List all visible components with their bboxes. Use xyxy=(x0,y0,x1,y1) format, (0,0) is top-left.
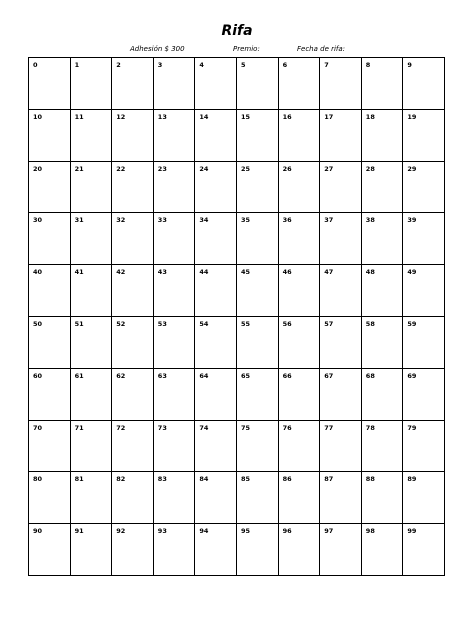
raffle-cell-number: 15 xyxy=(240,112,251,121)
raffle-cell[interactable] xyxy=(154,265,196,317)
raffle-cell[interactable] xyxy=(29,213,71,265)
raffle-cell[interactable] xyxy=(154,317,196,369)
raffle-cell-number: 75 xyxy=(240,423,251,432)
raffle-cell-number: 95 xyxy=(240,527,251,536)
raffle-cell-number: 41 xyxy=(74,268,84,277)
raffle-cell-number: 50 xyxy=(33,319,43,328)
raffle-cell-number: 43 xyxy=(157,268,167,277)
raffle-cell-number: 17 xyxy=(324,112,334,121)
raffle-cell-number: 29 xyxy=(407,164,417,173)
raffle-cell[interactable] xyxy=(237,110,279,162)
raffle-cell[interactable] xyxy=(279,162,321,214)
raffle-cell-number: 99 xyxy=(407,527,417,536)
raffle-cell-number: 55 xyxy=(240,319,251,328)
raffle-cell[interactable] xyxy=(320,421,362,473)
raffle-cell[interactable] xyxy=(154,524,196,576)
raffle-cell[interactable] xyxy=(195,369,237,421)
raffle-cell[interactable] xyxy=(154,58,196,110)
adhesion-label: Adhesión $ 300 xyxy=(130,45,185,53)
raffle-cell[interactable] xyxy=(71,265,113,317)
raffle-cell-number: 23 xyxy=(157,164,167,173)
raffle-cell[interactable] xyxy=(71,472,113,524)
raffle-cell[interactable] xyxy=(71,421,113,473)
raffle-cell-number: 40 xyxy=(33,268,43,277)
raffle-cell[interactable] xyxy=(71,317,113,369)
raffle-cell-number: 26 xyxy=(282,164,292,173)
raffle-cell-number: 59 xyxy=(407,319,417,328)
raffle-cell[interactable] xyxy=(320,265,362,317)
raffle-cell-number: 7 xyxy=(324,61,329,69)
raffle-cell[interactable] xyxy=(29,110,71,162)
raffle-cell-number: 78 xyxy=(365,423,375,432)
raffle-cell[interactable] xyxy=(71,213,113,265)
raffle-cell-number: 36 xyxy=(282,216,292,225)
raffle-cell[interactable] xyxy=(29,162,71,214)
raffle-cell-number: 71 xyxy=(74,423,84,432)
raffle-cell[interactable] xyxy=(71,110,113,162)
raffle-cell-number: 10 xyxy=(33,112,43,121)
raffle-cell-number: 97 xyxy=(324,527,334,536)
raffle-cell[interactable] xyxy=(195,110,237,162)
raffle-cell[interactable] xyxy=(403,213,445,265)
raffle-cell-number: 45 xyxy=(240,268,251,277)
raffle-cell[interactable] xyxy=(279,110,321,162)
raffle-cell-number: 87 xyxy=(324,475,334,484)
raffle-cell-number: 48 xyxy=(365,268,375,277)
raffle-cell[interactable] xyxy=(29,524,71,576)
raffle-cell[interactable] xyxy=(237,213,279,265)
raffle-cell[interactable] xyxy=(279,213,321,265)
raffle-cell[interactable] xyxy=(362,369,404,421)
raffle-cell[interactable] xyxy=(112,213,154,265)
raffle-cell-number: 25 xyxy=(240,164,251,173)
raffle-cell[interactable] xyxy=(279,369,321,421)
raffle-cell[interactable] xyxy=(237,265,279,317)
raffle-cell[interactable] xyxy=(403,162,445,214)
raffle-cell-number: 51 xyxy=(74,319,84,328)
raffle-cell-number: 63 xyxy=(157,371,167,380)
raffle-cell-number: 96 xyxy=(282,527,292,536)
raffle-cell-number: 91 xyxy=(74,527,84,536)
raffle-cell-number: 38 xyxy=(365,216,375,225)
raffle-cell[interactable] xyxy=(320,317,362,369)
raffle-cell[interactable] xyxy=(320,110,362,162)
raffle-cell[interactable] xyxy=(403,524,445,576)
raffle-cell[interactable] xyxy=(320,524,362,576)
raffle-cell[interactable] xyxy=(112,421,154,473)
raffle-cell-number: 20 xyxy=(33,164,43,173)
raffle-cell[interactable] xyxy=(195,524,237,576)
raffle-cell-number: 13 xyxy=(157,112,167,121)
raffle-cell-number: 67 xyxy=(324,371,334,380)
raffle-cell[interactable] xyxy=(154,369,196,421)
raffle-cell-number: 77 xyxy=(324,423,334,432)
raffle-cell-number: 53 xyxy=(157,319,167,328)
raffle-cell-number: 81 xyxy=(74,475,84,484)
raffle-cell-number: 79 xyxy=(407,423,417,432)
raffle-cell[interactable] xyxy=(112,317,154,369)
raffle-cell[interactable] xyxy=(29,472,71,524)
raffle-cell[interactable] xyxy=(362,524,404,576)
raffle-cell[interactable] xyxy=(362,213,404,265)
raffle-cell[interactable] xyxy=(154,472,196,524)
raffle-cell-number: 8 xyxy=(365,61,371,69)
raffle-cell-number: 92 xyxy=(116,527,126,536)
raffle-cell-number: 31 xyxy=(74,216,84,225)
raffle-cell-number: 9 xyxy=(407,61,412,69)
raffle-cell-number: 62 xyxy=(116,371,126,380)
raffle-cell-number: 84 xyxy=(199,475,209,484)
raffle-cell[interactable] xyxy=(237,421,279,473)
raffle-cell[interactable] xyxy=(29,265,71,317)
raffle-cell-number: 90 xyxy=(33,527,43,536)
raffle-cell[interactable] xyxy=(112,369,154,421)
raffle-cell[interactable] xyxy=(112,162,154,214)
raffle-cell-number: 42 xyxy=(116,268,126,277)
raffle-cell[interactable] xyxy=(154,213,196,265)
raffle-cell-number: 73 xyxy=(157,423,167,432)
raffle-cell-number: 19 xyxy=(407,112,417,121)
raffle-cell[interactable] xyxy=(362,58,404,110)
raffle-cell-number: 82 xyxy=(116,475,126,484)
raffle-cell[interactable] xyxy=(195,58,237,110)
raffle-cell[interactable] xyxy=(112,472,154,524)
raffle-cell-number: 12 xyxy=(116,112,126,121)
raffle-cell[interactable] xyxy=(112,524,154,576)
raffle-cell[interactable] xyxy=(362,421,404,473)
raffle-cell[interactable] xyxy=(403,265,445,317)
raffle-cell-number: 83 xyxy=(157,475,167,484)
raffle-grid xyxy=(28,57,445,576)
raffle-cell[interactable] xyxy=(237,162,279,214)
raffle-cell[interactable] xyxy=(320,58,362,110)
raffle-cell[interactable] xyxy=(403,58,445,110)
raffle-cell[interactable] xyxy=(237,369,279,421)
raffle-cell[interactable] xyxy=(403,110,445,162)
raffle-cell[interactable] xyxy=(195,472,237,524)
raffle-cell[interactable] xyxy=(362,265,404,317)
raffle-cell[interactable] xyxy=(362,110,404,162)
raffle-cell[interactable] xyxy=(29,317,71,369)
raffle-cell[interactable] xyxy=(279,317,321,369)
raffle-cell-number: 39 xyxy=(407,216,417,225)
raffle-cell-number: 37 xyxy=(324,216,334,225)
raffle-cell-number: 69 xyxy=(407,371,417,380)
raffle-cell[interactable] xyxy=(195,317,237,369)
raffle-cell-number: 70 xyxy=(33,423,43,432)
raffle-cell[interactable] xyxy=(403,317,445,369)
raffle-cell-number: 1 xyxy=(74,61,80,69)
raffle-cell-number: 14 xyxy=(199,112,209,121)
raffle-cell-number: 85 xyxy=(240,475,251,484)
page-title: Rifa xyxy=(221,23,253,39)
raffle-cell-number: 93 xyxy=(157,527,167,536)
raffle-cell[interactable] xyxy=(154,421,196,473)
raffle-cell[interactable] xyxy=(154,162,196,214)
raffle-cell-number: 64 xyxy=(199,371,209,380)
raffle-cell[interactable] xyxy=(71,58,113,110)
raffle-cell[interactable] xyxy=(237,317,279,369)
raffle-cell-number: 74 xyxy=(199,423,209,432)
raffle-cell-number: 49 xyxy=(407,268,417,277)
raffle-cell-number: 80 xyxy=(33,475,43,484)
raffle-cell-number: 4 xyxy=(199,61,204,69)
raffle-cell-number: 58 xyxy=(365,319,375,328)
raffle-cell-number: 24 xyxy=(199,164,209,173)
raffle-cell-number: 28 xyxy=(365,164,375,173)
raffle-cell-number: 2 xyxy=(116,61,121,69)
raffle-cell[interactable] xyxy=(320,162,362,214)
raffle-cell-number: 33 xyxy=(157,216,167,225)
raffle-cell[interactable] xyxy=(29,58,71,110)
raffle-cell[interactable] xyxy=(29,369,71,421)
raffle-cell[interactable] xyxy=(403,421,445,473)
raffle-cell-number: 6 xyxy=(282,61,288,69)
raffle-cell[interactable] xyxy=(195,265,237,317)
raffle-cell-number: 98 xyxy=(365,527,375,536)
raffle-cell-number: 22 xyxy=(116,164,126,173)
raffle-cell-number: 68 xyxy=(365,371,375,380)
raffle-cell-number: 89 xyxy=(407,475,417,484)
raffle-cell[interactable] xyxy=(279,265,321,317)
raffle-cell[interactable] xyxy=(71,369,113,421)
premio-label: Premio: xyxy=(233,45,260,53)
raffle-cell[interactable] xyxy=(112,58,154,110)
raffle-cell[interactable] xyxy=(112,110,154,162)
raffle-cell-number: 35 xyxy=(240,216,251,225)
raffle-cell-number: 16 xyxy=(282,112,292,121)
raffle-cell-number: 88 xyxy=(365,475,375,484)
raffle-cell[interactable] xyxy=(71,162,113,214)
raffle-cell[interactable] xyxy=(362,472,404,524)
raffle-cell[interactable] xyxy=(320,213,362,265)
raffle-cell-number: 65 xyxy=(240,371,251,380)
raffle-cell-number: 94 xyxy=(199,527,209,536)
raffle-cell[interactable] xyxy=(362,317,404,369)
raffle-cell-number: 57 xyxy=(324,319,334,328)
raffle-cell-number: 60 xyxy=(33,371,43,380)
raffle-cell[interactable] xyxy=(195,421,237,473)
raffle-cell-number: 30 xyxy=(33,216,43,225)
raffle-cell[interactable] xyxy=(362,162,404,214)
raffle-cell[interactable] xyxy=(112,265,154,317)
raffle-cell-number: 54 xyxy=(199,319,209,328)
raffle-cell[interactable] xyxy=(279,421,321,473)
raffle-cell[interactable] xyxy=(279,472,321,524)
fecha-label: Fecha de rifa: xyxy=(297,45,346,53)
raffle-cell-number: 72 xyxy=(116,423,126,432)
raffle-cell[interactable] xyxy=(154,110,196,162)
raffle-cell-number: 27 xyxy=(324,164,334,173)
raffle-cell-number: 86 xyxy=(282,475,292,484)
raffle-cell-number: 11 xyxy=(74,112,84,121)
raffle-cell-number: 18 xyxy=(365,112,375,121)
raffle-cell-number: 3 xyxy=(157,61,163,69)
raffle-cell-number: 21 xyxy=(74,164,84,173)
raffle-cell-number: 56 xyxy=(282,319,292,328)
raffle-cell-number: 34 xyxy=(199,216,209,225)
raffle-cell[interactable] xyxy=(320,472,362,524)
raffle-cell-number: 32 xyxy=(116,216,126,225)
raffle-cell-number: 46 xyxy=(282,268,292,277)
raffle-cell[interactable] xyxy=(195,213,237,265)
raffle-cell-number: 52 xyxy=(116,319,126,328)
raffle-cell[interactable] xyxy=(237,472,279,524)
raffle-cell-number: 5 xyxy=(240,61,246,69)
raffle-cell-number: 66 xyxy=(282,371,292,380)
raffle-cell[interactable] xyxy=(29,421,71,473)
raffle-cell[interactable] xyxy=(403,472,445,524)
raffle-cell-number: 61 xyxy=(74,371,84,380)
raffle-cell[interactable] xyxy=(279,524,321,576)
raffle-cell[interactable] xyxy=(237,58,279,110)
raffle-cell-number: 47 xyxy=(324,268,334,277)
raffle-cell[interactable] xyxy=(237,524,279,576)
raffle-cell-number: 44 xyxy=(199,268,209,277)
raffle-cell[interactable] xyxy=(403,369,445,421)
raffle-cell-number: 0 xyxy=(33,61,38,69)
raffle-cell-number: 76 xyxy=(282,423,292,432)
raffle-cell[interactable] xyxy=(279,58,321,110)
raffle-cell[interactable] xyxy=(195,162,237,214)
raffle-cell[interactable] xyxy=(71,524,113,576)
raffle-cell[interactable] xyxy=(320,369,362,421)
